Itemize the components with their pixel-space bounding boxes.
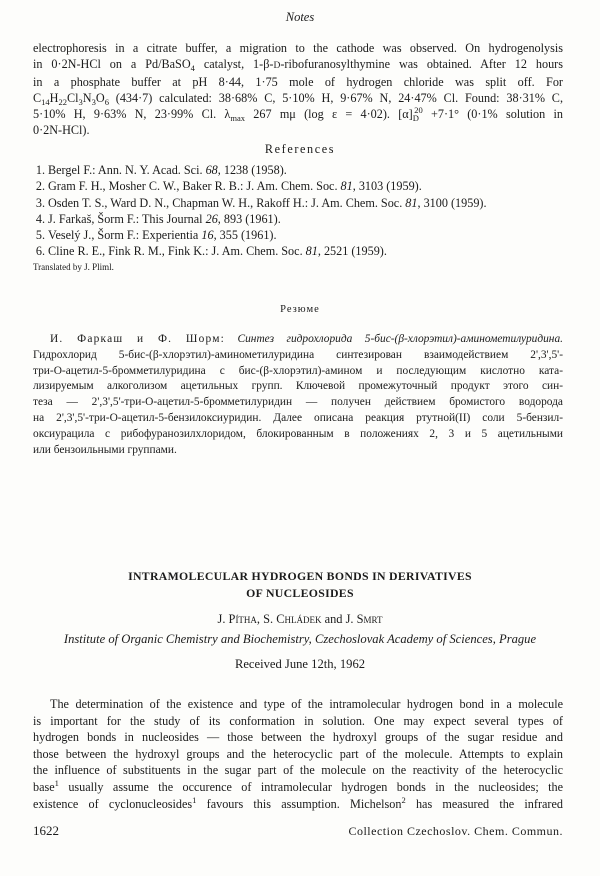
text-segment: The determination of the existence and type of the intramolecular hydrogen bond in a molecule — [50, 697, 563, 711]
text-line — [33, 443, 563, 459]
reference-text — [48, 227, 277, 243]
text-line — [33, 348, 563, 364]
text-segment: (434·7) calculated: 38·68% C, 5·10% H, 9·67% N, 24·47% Cl. Found: 38·31% C, — [108, 91, 563, 105]
italic-text: 26 — [205, 211, 218, 226]
text-segment — [225, 333, 238, 345]
italic-text: 81 — [305, 244, 318, 259]
subscript: 22 — [58, 96, 68, 107]
subscript: 3 — [91, 96, 96, 107]
text-line — [33, 395, 563, 411]
text-line — [33, 427, 563, 443]
italic-text: Синтез гидрохлорида 5-бис-(β-хлорэтил)-аминометилуридина. — [237, 333, 563, 345]
text-segment: catalyst, 1-β- — [194, 57, 274, 71]
text-segment: Veselý J., Šorm F.: Experientia — [48, 228, 202, 243]
article-title — [0, 568, 600, 602]
text-segment: , 3103 (1959). — [352, 179, 422, 194]
text-line — [33, 40, 563, 56]
subscript: D — [412, 112, 419, 123]
reference-number: 3. — [35, 195, 45, 210]
text-line — [33, 696, 563, 713]
article-title-line: OF NUCLEOSIDES — [246, 586, 354, 600]
text-segment: in 0·2N-HCl on a Pd/BaSO — [33, 57, 191, 71]
reference-item — [33, 227, 563, 243]
reference-number: 1. — [35, 163, 45, 177]
italic-text: 68 — [205, 163, 218, 177]
reference-number: 4. — [35, 211, 45, 226]
text-segment: has measured the infrared — [405, 796, 563, 811]
references-heading: References — [264, 142, 336, 156]
text-segment: , 1238 (1958). — [217, 163, 287, 177]
text-segment: , 355 (1961). — [213, 228, 277, 243]
text-line — [33, 779, 563, 796]
translator-credit: Translated by J. Pliml. — [33, 262, 114, 272]
text-line — [33, 106, 563, 122]
reference-text — [48, 178, 422, 194]
text-line — [33, 379, 563, 395]
text-segment: J. Farkaš, Šorm F.: This Journal — [48, 211, 206, 226]
text-line — [33, 729, 563, 746]
text-line — [33, 364, 563, 380]
text-segment: favours this assumption. Michelson — [196, 796, 402, 811]
running-head: Notes — [285, 10, 315, 24]
small-capital: D — [273, 61, 281, 71]
resume-heading: Резюме — [280, 304, 320, 315]
text-segment: Cline R. E., Fink R. M., Fink K.: J. Am. Chem. Soc. — [48, 244, 306, 259]
text-segment: H — [49, 91, 59, 105]
reference-item — [33, 211, 563, 227]
reference-number: 5. — [35, 228, 45, 243]
spaced-text: И. Фаркаш и Ф. Шорм: — [50, 333, 226, 345]
reference-item — [33, 243, 563, 259]
text-line — [33, 411, 563, 427]
page-number: 1622 — [33, 823, 59, 838]
superscript: 1 — [192, 794, 197, 805]
text-segment: electrophoresis in a citrate buffer, a migration to the cathode was observed. On hydrogenolysis — [33, 41, 563, 55]
text-segment: лизируемым алкоголизом ацетильных групп. Ключевой промежуточный продукт этого син- — [33, 380, 563, 393]
superscript: 2 — [401, 794, 406, 805]
subscript: 3 — [78, 96, 83, 107]
text-segment: and — [321, 612, 346, 626]
text-segment: теза — 2',3',5'-три-О-ацетил-5-бромметилуридин — получен действием бромистого водорода — [33, 396, 563, 409]
reference-text — [48, 243, 387, 259]
subscript: 14 — [41, 96, 50, 107]
journal-name: Collection Czechoslov. Chem. Commun. — [348, 824, 563, 838]
text-segment: 267 mμ (log ε = 4·02). [α] — [245, 107, 413, 121]
text-line — [33, 90, 563, 106]
text-segment: usually assume the occurence of intramolecular hydrogen bonds in the nucleosides; the — [58, 779, 563, 794]
reference-text — [48, 162, 287, 178]
text-segment: Гидрохлорид 5-бис-(β-хлорэтил)-аминометилуридина синтезирован взаимодействием 2',3',5'- — [33, 348, 563, 361]
text-segment: , 3100 (1959). — [417, 195, 487, 210]
reference-text — [48, 211, 281, 227]
text-line — [33, 74, 563, 90]
subscript: 6 — [104, 96, 109, 107]
text-segment: на 2',3',5'-три-О-ацетил-5-бензилоксиуридин. Далее описана реакция ртутной(II) соли 5-бензил- — [33, 411, 563, 424]
text-line — [33, 332, 563, 348]
text-segment: C — [33, 91, 42, 105]
italic-text: 81 — [340, 179, 353, 194]
text-segment: , 2521 (1959). — [317, 244, 387, 259]
small-caps-text: J. Smrt — [345, 612, 383, 626]
text-segment: 5·10% H, 9·63% N, 23·99% Cl. λ — [33, 107, 231, 121]
text-segment: the influence of substituents in the sugar part of the molecule on the reactivity of the heterocyclic — [33, 763, 563, 778]
text-segment: Bergel F.: Ann. N. Y. Acad. Sci. — [48, 163, 206, 177]
text-segment: Gram F. H., Mosher C. W., Baker R. B.: J. Am. Chem. Soc. — [48, 179, 341, 194]
text-segment: those between the hydroxyl groups and the heterocyclic part of the molecule. Attempts to explain — [33, 746, 563, 761]
text-segment: +7·1° (0·1% solution in — [422, 107, 563, 121]
italic-text: 81 — [405, 195, 418, 210]
text-segment: hydrogen bonds in nucleosides — those between the hydroxyl groups of the sugar residue and — [33, 730, 563, 745]
text-line — [33, 746, 563, 763]
text-segment: Cl — [67, 91, 79, 105]
reference-number: 2. — [35, 179, 45, 194]
superscript: 20 — [414, 104, 423, 115]
text-line — [33, 796, 563, 813]
received-date: Received June 12th, 1962 — [234, 657, 366, 671]
text-line — [33, 762, 563, 779]
text-segment: base — [33, 779, 55, 794]
reference-number: 6. — [35, 244, 45, 259]
text-segment: 0·2N-HCl). — [33, 123, 90, 137]
article-title-line: INTRAMOLECULAR HYDROGEN BONDS IN DERIVATIVES — [128, 569, 472, 583]
article-affiliation: Institute of Organic Chemistry and Biochemistry, Czechoslovak Academy of Sciences, Prague — [63, 632, 537, 646]
previous-note-text — [33, 40, 563, 138]
text-segment: is important for the study of its conformation in solution. One may expect several types of — [33, 713, 563, 728]
small-caps-text: J. Pítha, S. Chládek — [217, 612, 322, 626]
text-line — [33, 713, 563, 730]
references-list — [33, 162, 563, 260]
resume-text — [33, 332, 563, 458]
text-segment: оксиурацила с рибофуранозилхлоридом, блокированным в положениях 2, 3 и 5 ацетильными — [33, 427, 563, 440]
text-segment: или бензоильными группами. — [33, 443, 177, 456]
article-authors — [0, 612, 600, 627]
text-segment: N — [82, 91, 92, 105]
text-segment: , 893 (1961). — [217, 211, 281, 226]
text-line — [33, 122, 563, 138]
text-segment: O — [95, 91, 105, 105]
text-segment: existence of cyclonucleosides — [33, 796, 193, 811]
reference-item — [33, 162, 563, 178]
subscript: max — [230, 112, 246, 123]
text-segment: Osden T. S., Ward D. N., Chapman W. H., Rakoff H.: J. Am. Chem. Soc. — [48, 195, 406, 210]
italic-text: 16 — [201, 228, 214, 243]
reference-item — [33, 178, 563, 194]
reference-text — [48, 195, 487, 211]
text-segment: in a phosphate buffer at pH 8·44, 1·75 mole of hydrogen chloride was split off. For — [33, 75, 563, 89]
text-line — [33, 56, 563, 74]
text-segment: -ribofuranosylthymine was obtained. After 12 hours — [280, 57, 563, 71]
reference-item — [33, 195, 563, 211]
text-segment: три-О-ацетил-5-бромметилуридина с бис-(β-хлорэтил)-амином и последующим кислотно ката- — [33, 364, 563, 377]
subscript: 4 — [190, 62, 195, 73]
article-body — [33, 696, 563, 812]
superscript: 1 — [54, 777, 59, 788]
